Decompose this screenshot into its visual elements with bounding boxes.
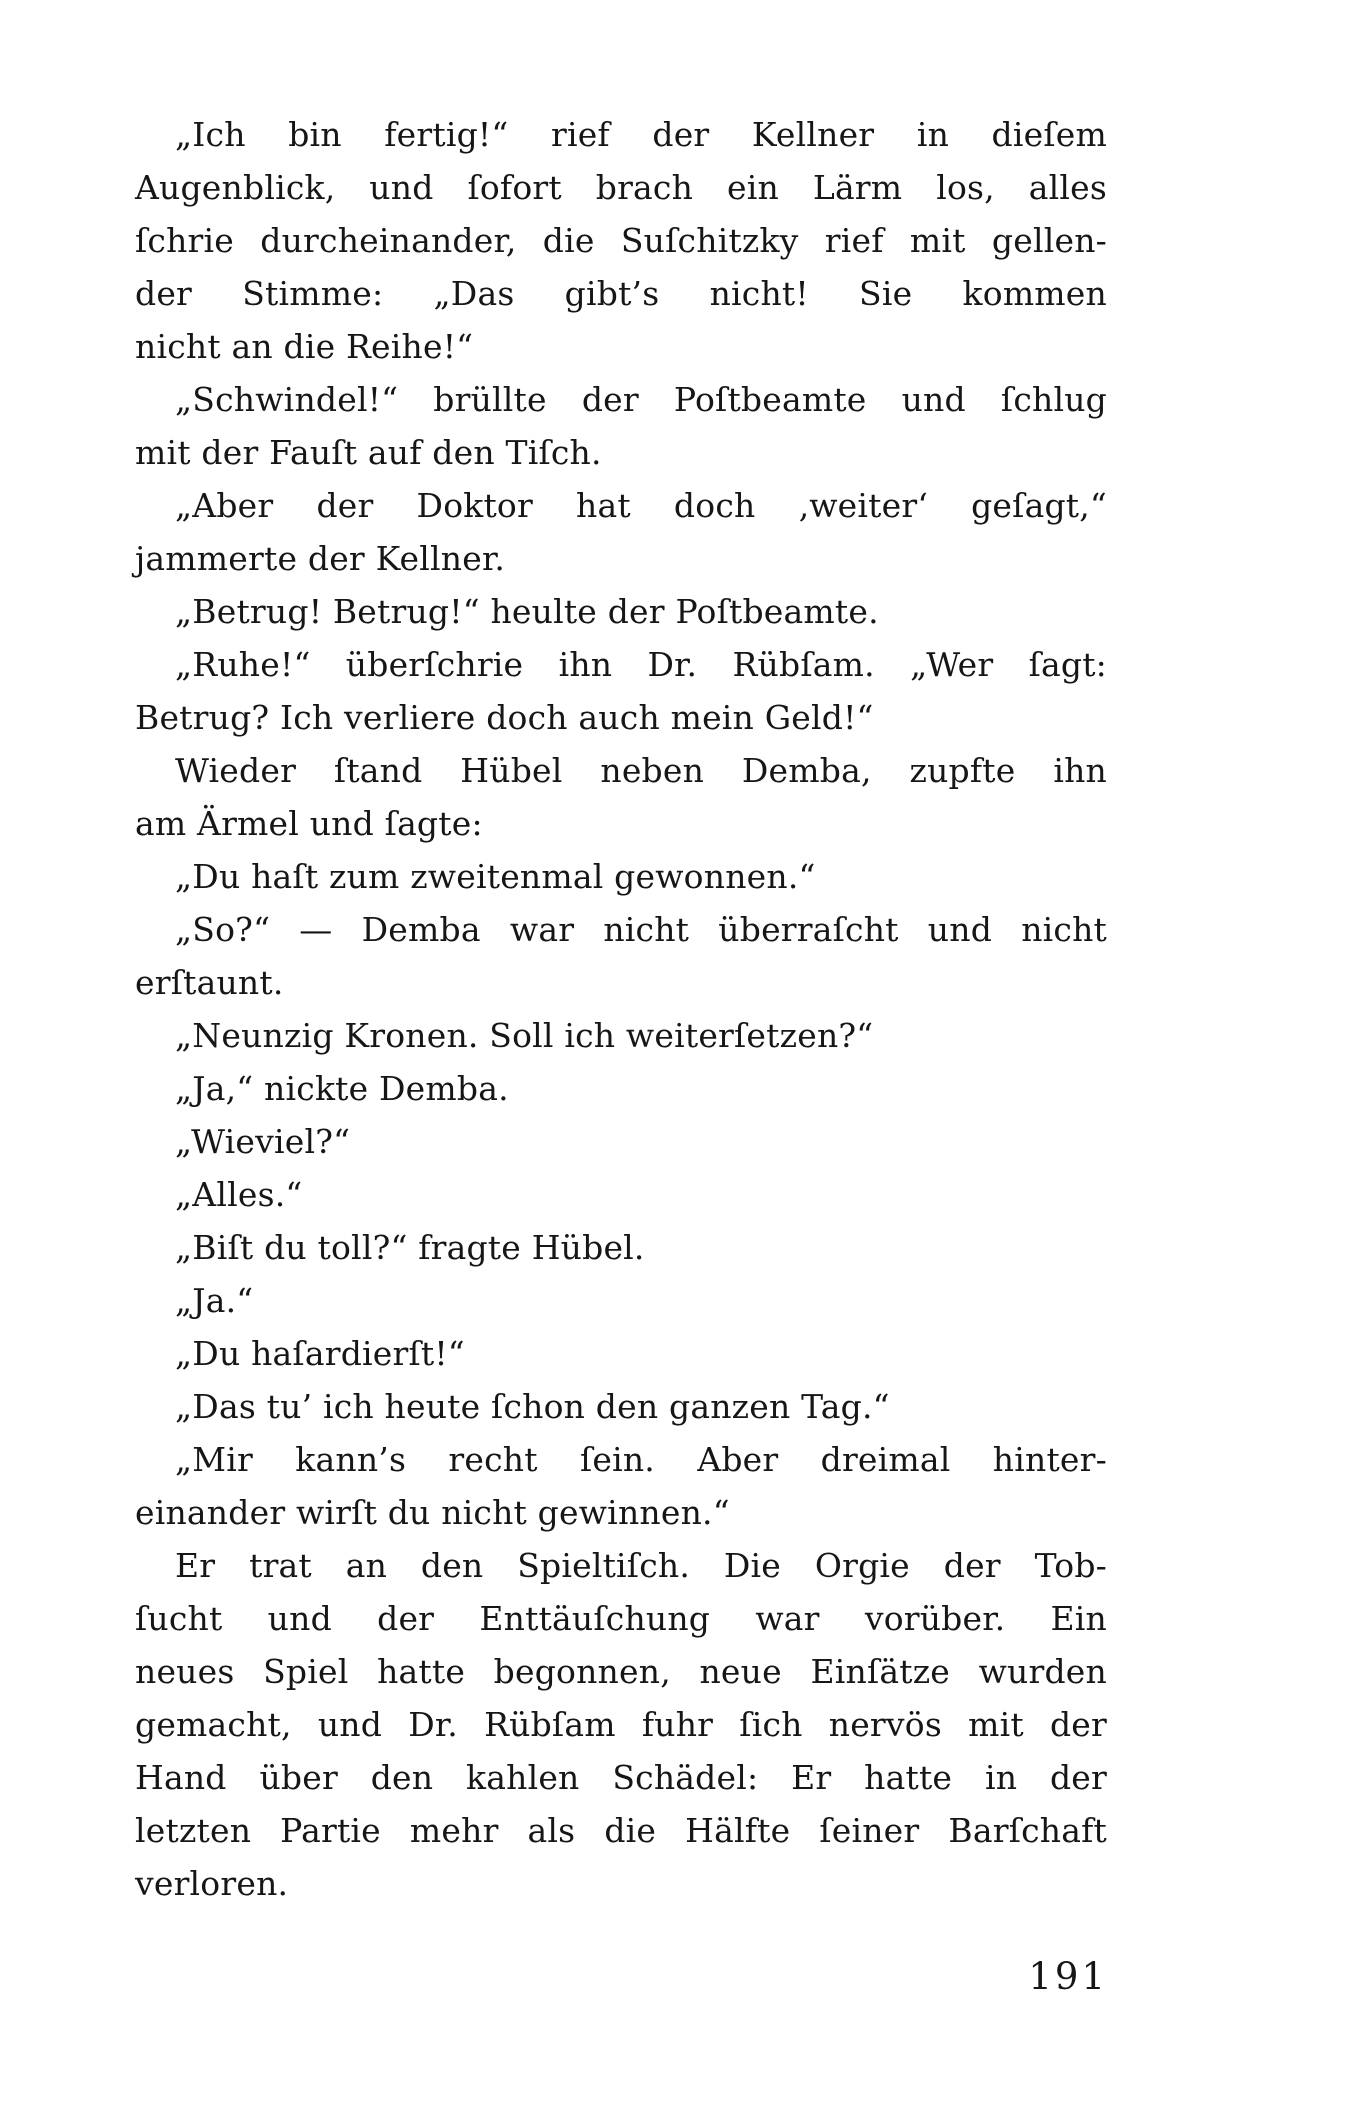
- text-block: [135, 108, 1107, 1910]
- text-line: „So?“ — Demba war nicht überraſcht und nicht: [175, 910, 1107, 949]
- text-line: Betrug? Ich verliere doch auch mein Geld!“: [135, 698, 874, 737]
- text-line: Augenblick, und ſofort brach ein Lärm los, alles: [135, 168, 1107, 207]
- text-line: letzten Partie mehr als die Hälfte ſeiner Barſchaft: [135, 1811, 1107, 1850]
- paragraph: [135, 1221, 1107, 1274]
- text-line: gemacht, und Dr. Rübſam fuhr ſich nervös mit der: [135, 1705, 1107, 1744]
- text-line: Er trat an den Spieltiſch. Die Orgie der Tob-: [175, 1546, 1107, 1585]
- paragraph: [135, 744, 1107, 850]
- paragraph: [135, 1274, 1107, 1327]
- paragraph: [135, 638, 1107, 744]
- paragraph: [135, 1539, 1107, 1910]
- text-line: der Stimme: „Das gibt’s nicht! Sie kommen: [135, 274, 1107, 313]
- text-line: Wieder ſtand Hübel neben Demba, zupfte ihn: [175, 751, 1107, 790]
- text-line: „Mir kann’s recht ſein. Aber dreimal hinter-: [175, 1440, 1107, 1479]
- paragraph: [135, 1433, 1107, 1539]
- text-line: ſucht und der Enttäuſchung war vorüber. Ein: [135, 1599, 1107, 1638]
- paragraph: [135, 1168, 1107, 1221]
- text-line: „Du haſardierſt!“: [175, 1334, 465, 1373]
- text-line: nicht an die Reihe!“: [135, 327, 474, 366]
- paragraph: [135, 373, 1107, 479]
- paragraph: [135, 1380, 1107, 1433]
- paragraph: [135, 1009, 1107, 1062]
- text-line: ſchrie durcheinander, die Suſchitzky rief mit gellen-: [135, 221, 1107, 260]
- text-line: „Ja.“: [175, 1281, 254, 1320]
- text-line: „Ruhe!“ überſchrie ihn Dr. Rübſam. „Wer ſagt:: [175, 645, 1107, 684]
- text-line: „Neunzig Kronen. Soll ich weiterſetzen?“: [175, 1016, 874, 1055]
- paragraph: [135, 585, 1107, 638]
- text-line: „Das tu’ ich heute ſchon den ganzen Tag.“: [175, 1387, 890, 1426]
- page-number: 191: [1028, 1955, 1108, 1998]
- paragraph: [135, 903, 1107, 1009]
- text-line: einander wirſt du nicht gewinnen.“: [135, 1493, 730, 1532]
- paragraph: [135, 850, 1107, 903]
- paragraph: [135, 1327, 1107, 1380]
- text-line: „Ich bin fertig!“ rief der Kellner in dieſem: [175, 115, 1107, 154]
- text-line: „Du haſt zum zweitenmal gewonnen.“: [175, 857, 816, 896]
- text-line: „Schwindel!“ brüllte der Poſtbeamte und ſchlug: [175, 380, 1107, 419]
- text-line: jammerte der Kellner.: [135, 539, 506, 578]
- text-line: erſtaunt.: [135, 963, 284, 1002]
- text-line: „Wieviel?“: [175, 1122, 351, 1161]
- paragraph: [135, 479, 1107, 585]
- paragraph: [135, 1115, 1107, 1168]
- text-line: am Ärmel und ſagte:: [135, 804, 483, 843]
- text-line: „Biſt du toll?“ fragte Hübel.: [175, 1228, 645, 1267]
- text-line: „Betrug! Betrug!“ heulte der Poſtbeamte.: [175, 592, 879, 631]
- paragraph: [135, 108, 1107, 373]
- text-line: „Alles.“: [175, 1175, 303, 1214]
- paragraph: [135, 1062, 1107, 1115]
- text-line: „Ja,“ nickte Demba.: [175, 1069, 509, 1108]
- text-line: „Aber der Doktor hat doch ‚weiter‘ geſagt,“: [175, 486, 1107, 525]
- text-line: verloren.: [135, 1864, 289, 1903]
- text-line: Hand über den kahlen Schädel: Er hatte in der: [135, 1758, 1107, 1797]
- text-line: mit der Fauſt auf den Tiſch.: [135, 433, 602, 472]
- text-line: neues Spiel hatte begonnen, neue Einſätze wurden: [135, 1652, 1107, 1691]
